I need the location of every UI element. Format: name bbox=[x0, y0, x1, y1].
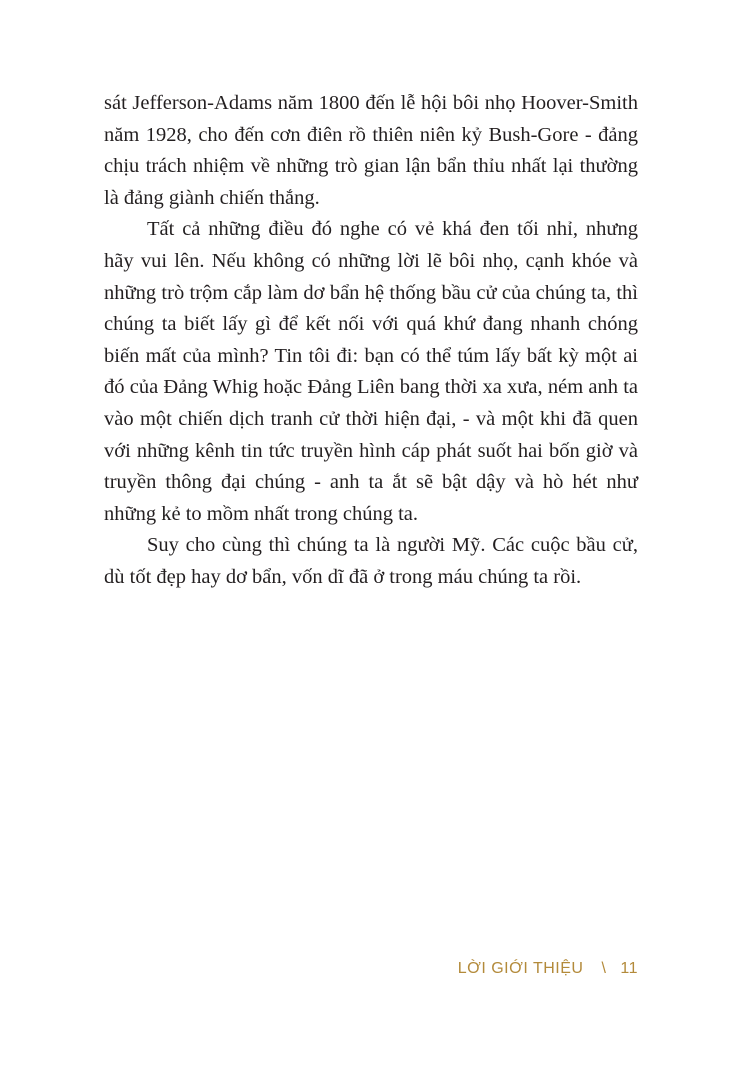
paragraph-continuation: sát Jefferson-Adams năm 1800 đến lễ hội bôi nhọ Hoover-Smith năm 1928, cho đến cơn điên rồ thiên niên kỷ Bush-Gore - đảng chịu trách nhiệm về những trò gian lận bẩn thỉu nhất lại thường là đảng giành chiến thắng. bbox=[104, 92, 638, 209]
running-footer bbox=[458, 960, 638, 978]
footer-separator: \ bbox=[601, 960, 607, 977]
paragraph: Suy cho cùng thì chúng ta là người Mỹ. Các cuộc bầu cử, dù tốt đẹp hay dơ bẩn, vốn dĩ đã ở trong máu chúng ta rồi. bbox=[104, 534, 638, 588]
body-text bbox=[104, 88, 638, 594]
section-title: LỜI GIỚI THIỆU bbox=[457, 960, 584, 977]
page-number: 11 bbox=[620, 960, 638, 977]
paragraph: Tất cả những điều đó nghe có vẻ khá đen tối nhỉ, nhưng hãy vui lên. Nếu không có những lời lẽ bôi nhọ, cạnh khóe và những trò trộm cắp làm dơ bẩn hệ thống bầu cử của chúng ta, thì chúng ta biết lấy gì để kết nối với quá khứ đang nhanh chóng biến mất của mình? Tin tôi đi: bạn có thể túm lấy bất kỳ một ai đó của Đảng Whig hoặc Đảng Liên bang thời xa xưa, ném anh ta vào một chiến dịch tranh cử thời hiện đại, - và một khi đã quen với những kênh tin tức truyền hình cáp phát suốt hai bốn giờ và truyền thông đại chúng - anh ta ắt sẽ bật dậy và hò hét như những kẻ to mồm nhất trong chúng ta. bbox=[104, 218, 638, 525]
